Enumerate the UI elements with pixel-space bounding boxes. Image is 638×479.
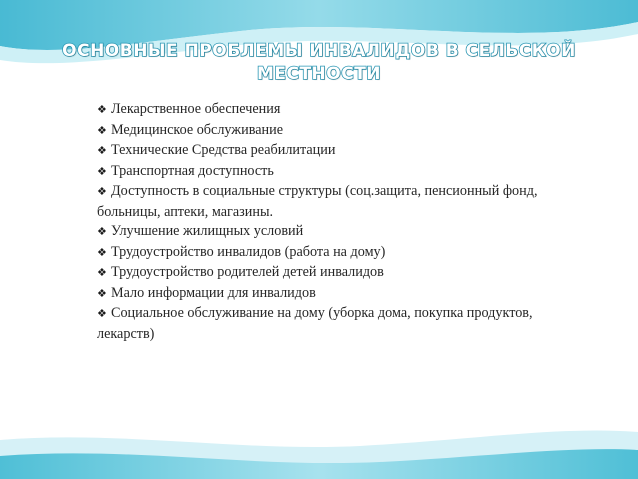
diamond-bullet-icon: ❖ <box>97 308 107 320</box>
list-item <box>97 162 557 183</box>
diamond-bullet-icon: ❖ <box>97 267 107 279</box>
list-item <box>97 100 557 121</box>
diamond-bullet-icon: ❖ <box>97 226 107 238</box>
list-item <box>97 121 557 142</box>
list-item-text: Мало информации для инвалидов <box>111 284 316 301</box>
list-item <box>97 284 557 305</box>
list-item <box>97 141 557 162</box>
diamond-bullet-icon: ❖ <box>97 287 107 300</box>
list-item-text: Трудоустройство инвалидов (работа на дому) <box>111 243 386 260</box>
diamond-bullet-icon: ❖ <box>97 186 107 198</box>
list-item-text: Лекарственное обеспечения <box>111 101 281 117</box>
diamond-bullet-icon: ❖ <box>97 124 107 137</box>
list-item <box>97 182 557 222</box>
list-item-text: Транспортная доступность <box>111 162 274 179</box>
problem-list <box>97 100 557 344</box>
slide-title-line-1: ОСНОВНЫЕ ПРОБЛЕМЫ ИНВАЛИДОВ В СЕЛЬСКОЙ <box>62 41 576 61</box>
diamond-bullet-icon: ❖ <box>97 165 107 178</box>
list-item <box>97 263 557 284</box>
list-item <box>97 243 557 264</box>
slide-title <box>40 40 598 86</box>
list-item-text: Трудоустройство родителей детей инвалидов <box>111 264 384 280</box>
list-item <box>97 222 557 243</box>
list-item-text: Улучшение жилищных условий <box>111 223 304 239</box>
list-item-text: Социальное обслуживание на дому (уборка дома, покупка продуктов, лекарств) <box>97 305 533 342</box>
diamond-bullet-icon: ❖ <box>97 104 107 116</box>
list-item-text: Технические Средства реабилитации <box>111 142 336 158</box>
slide-title-line-2: МЕСТНОСТИ <box>256 64 382 84</box>
list-item-text: Доступность в социальные структуры (соц.защита, пенсионный фонд, больницы, аптеки, магазины. <box>97 183 538 220</box>
diamond-bullet-icon: ❖ <box>97 145 107 157</box>
diamond-bullet-icon: ❖ <box>97 246 107 259</box>
list-item-text: Медицинское обслуживание <box>111 121 283 138</box>
list-item <box>97 304 557 344</box>
